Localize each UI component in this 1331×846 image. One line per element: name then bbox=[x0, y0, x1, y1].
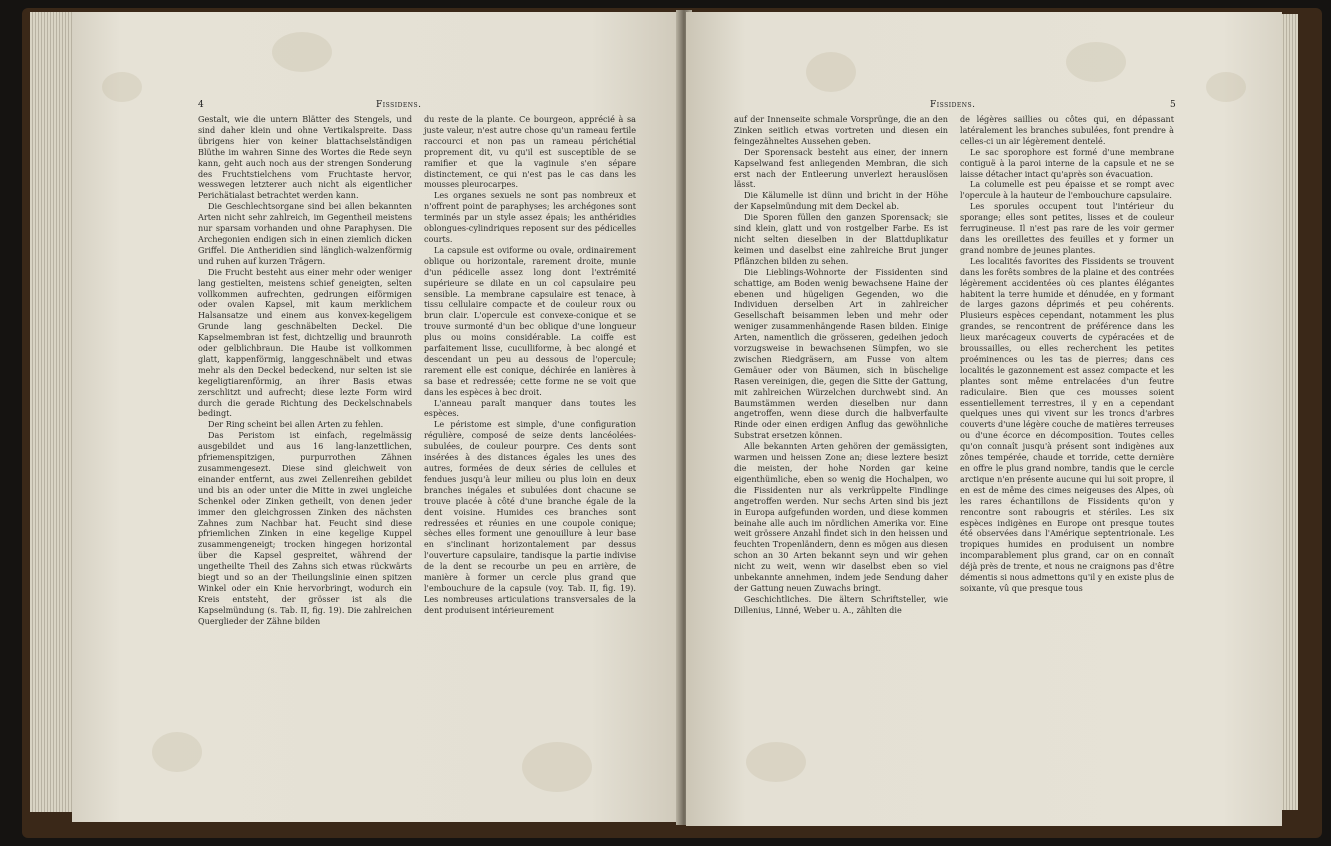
paragraph: Les localités favorites des Fissidents se trouvent dans les forêts sombres de la plaine et des contrées légèrement accidentées où ces plantes élégantes habitent la terre humide et dénudée, en y formant de larges gazons déprimés et peu cohérents. Plusieurs espèces cependant, notamment les plus grandes, se rencontrent de préférence dans les lieux marécageux couverts de cypéracées et de broussailles, ou elles recherchent les petites proéminences ou les tas de pierres; dans ces localités le gazonnement est assez compacte et les plantes sont même entrelacées d'un feutre radiculaire. Bien que ces mousses soient essentiellement terrestres, il y en a cependant quelques unes qui vivent sur les troncs d'arbres couverts d'une légère couche de matières terreuses ou d'une écorce en décomposition. Toutes celles qu'on connaît jusqu'à présent sont indigènes aux zônes tempérée, chaude et torride, cette dernière en offre le plus grand nombre, tandis que le cercle arctique n'en présente aucune qui lui soit propre, il en est de même des cimes neigeuses des Alpes, où les rares échantillons de Fissidents qu'on y rencontre sont rabougris et stériles. Les six espèces indigènes en Europe ont presque toutes été observées dans l'Amérique septentrionale. Les tropiques humides en produisent un nombre incomparablement plus grand, car on en connaît déjà près de trente, et nous ne craignons pas d'être démentis si nous admettons qu'il y en existe plus de soixante, vû que presque tous bbox=[960, 255, 1174, 593]
paragraph: Le sac sporophore est formé d'une membrane contiguë à la paroi interne de la capsule et ne se laisse détacher intact qu'après son évacuation. bbox=[960, 146, 1174, 179]
foxing-spot bbox=[152, 732, 202, 772]
foxing-spot bbox=[806, 52, 856, 92]
french-text-column bbox=[424, 114, 636, 616]
foxing-spot bbox=[1066, 42, 1126, 82]
right-page bbox=[686, 12, 1282, 826]
paragraph: Der Ring scheint bei allen Arten zu fehlen. bbox=[208, 419, 384, 430]
paragraph: Geschichtliches. Die ältern Schriftsteller, wie Dillenius, Linné, Weber u. A., zählten die bbox=[734, 593, 948, 615]
paragraph: Die Kälumelle ist dünn und bricht in der Höhe der Kapselmündung mit dem Deckel ab. bbox=[734, 190, 948, 212]
paragraph: Gestalt, wie die untern Blätter des Stengels, und sind daher klein und ohne Vertikalspreite. Dass übrigens hier von keiner blattachselständigen Blüthe im wahren Sinne des Wortes die Rede seyn kann, geht auch noch aus der strengen Sonderung des Fruchtstielchens vom Fruchtaste hervor, wesswegen letzterer auch nicht als eigentlicher Perichätialast betrachtet werden kann. bbox=[198, 114, 412, 201]
foxing-spot bbox=[522, 742, 592, 792]
paragraph: Die Sporen füllen den ganzen Sporensack; sie sind klein, glatt und von rostgelber Farbe. Es ist nicht selten dieselben in der Blattduplikatur keimen und daselbst eine zahlreiche Brut junger Pflänzchen bilden zu sehen. bbox=[734, 212, 948, 266]
paragraph: Les sporules occupent tout l'intérieur du sporange; elles sont petites, lisses et de couleur ferrugineuse. Il n'est pas rare de les voir germer dans les oreillettes des feuilles et y former un grand nombre de jeunes plantes. bbox=[960, 201, 1174, 255]
foxing-spot bbox=[746, 742, 806, 782]
paragraph: La capsule est oviforme ou ovale, ordinairement oblique ou horizontale, rarement droite, munie d'un pédicelle assez long dont l'extrémité supérieure se dilate en un col capsulaire peu sensible. La membrane capsulaire est tenace, à tissu cellulaire compacte et de couleur roux ou brun clair. L'opercule est convexe-conique et se trouve surmonté d'un bec oblique d'une longueur plus ou moins considérable. La coiffe est parfaitement lisse, cuculliforme, à bec alongé et descendant un peu au dessous de l'opercule; rarement elle est conique, déchirée en lanières à sa base et redressée; cette forme ne se voit que dans les espèces à bec droit. bbox=[424, 244, 636, 397]
paragraph: Der Sporensack besteht aus einer, der innern Kapselwand fest anliegenden Membran, die sich erst nach der Entleerung unverlezt herauslösen lässt. bbox=[734, 146, 948, 190]
paragraph: Le péristome est simple, d'une configuration régulière, composé de seize dents lancéolées-subulées, de couleur pourpre. Ces dents sont insérées à des distances égales les unes des autres, formées de deux séries de cellules et fendues jusqu'à leur milieu ou plus loin en deux branches inégales et subulées dont chacune se trouve placée à côté d'une branche égale de la dent voisine. Humides ces branches sont redressées et réunies en une coupole conique; sèches elles forment une genouillure à leur base en s'inclinant horizontalement par dessus l'ouverture capsulaire, tandisque la partie indivise de la dent se recourbe un peu en arrière, de manière à former un cercle plus grand que l'embouchure de la capsule (voy. Tab. II, fig. 19). Les nombreuses articulations transversales de la dent produisent intérieurement bbox=[424, 419, 636, 615]
paragraph: L'anneau paraît manquer dans toutes les espèces. bbox=[424, 397, 636, 419]
paragraph: de légères saillies ou côtes qui, en dépassant latéralement les branches subulées, font prendre à celles-ci un air légèrement dentelé. bbox=[960, 114, 1174, 146]
german-text-column bbox=[198, 114, 412, 627]
foxing-spot bbox=[102, 72, 142, 102]
paragraph: Die Lieblings-Wohnorte der Fissidenten sind schattige, am Boden wenig bewachsene Haine der ebenen und hügeligen Gegenden, wo die Individuen derselben Art in zahlreicher Gesellschaft beisammen leben und mehr oder weniger zusammenhängende Rasen bilden. Einige Arten, namentlich die grösseren, gedeihen jedoch vorzugsweise in bewachsenen Sümpfen, wo sie zwischen Riedgräsern, am Fusse von altem Gemäuer oder von Bäumen, sich in büschelige Rasen vereinigen, die, gegen die Sitte der Gattung, mit zahlreichen Würzelchen durchwebt sind. An Baumstämmen werden dieselben nur dann angetroffen, wenn diese durch die halbverfaulte Rinde oder einen erdigen Anflug das gewöhnliche Substrat ersetzen können. bbox=[734, 266, 948, 441]
paragraph: du reste de la plante. Ce bourgeon, apprécié à sa juste valeur, n'est autre chose qu'un rameau fertile raccourci et non pas un rameau périchétial proprement dit, vu qu'il est susceptible de se ramifier et que la vaginule s'en sépare distinctement, ce qui n'est pas le cas dans les mousses pleurocarpes. bbox=[424, 114, 636, 190]
page-number: 5 bbox=[1170, 100, 1177, 110]
foxing-spot bbox=[272, 32, 332, 72]
paragraph: Das Peristom ist einfach, regelmässig ausgebildet und aus 16 lang-lanzettlichen, pfriemenspitzigen, purpurrothen Zähnen zusammengesezt. Diese sind gleichweit von einander entfernt, aus zwei Zellenreihen gebildet und bis an oder unter die Mitte in zwei ungleiche Schenkel oder Zinken getheilt, von denen jeder immer den gleichgrossen Zinken des nächsten Zahnes zum Nachbar hat. Feucht sind diese pfriemlichen Zinken in eine kegelige Kuppel zusammengeneigt; trocken hingegen horizontal über die Kapsel gespreitet, während der ungetheilte Theil des Zahns sich etwas rückwärts biegt und so an der Theilungslinie einen spitzen Winkel oder ein Knie hervorbringt, wodurch ein Kreis entsteht, der grösser ist als die Kapselmündung (s. Tab. II, fig. 19). Die zahlreichen Querglieder der Zähne bilden bbox=[198, 430, 412, 626]
left-page bbox=[72, 12, 682, 822]
foxing-spot bbox=[1206, 72, 1246, 102]
paragraph: Die Frucht besteht aus einer mehr oder weniger lang gestielten, meistens schief geneigten, selten vollkommen aufrechten, gedrungen eiförmigen oder ovalen Kapsel, mit kaum merklichem Halsansatze und einem aus konvex-kegeligem Grunde lang geschnäbelten Deckel. Die Kapselmembran ist fest, dichtzellig und braunroth oder gelblichbraun. Die Haube ist vollkommen glatt, kappenförmig, langgeschnäbelt und etwas mehr als den Deckel bedeckend, nur selten ist sie kegeligtiarenförmig, an ihrer Basis etwas zerschlitzt und aufrecht; diese lezte Form wird durch die gerade Richtung des Deckelschnabels bedingt. bbox=[198, 266, 412, 419]
paragraph: Les organes sexuels ne sont pas nombreux et n'offrent point de paraphyses; les archégones sont terminés par un style assez épais; les anthéridies oblongues-cylindriques reposent sur des pédicelles courts. bbox=[424, 190, 636, 244]
page-number: 4 bbox=[198, 100, 205, 110]
paragraph: auf der Innenseite schmale Vorsprünge, die an den Zinken seitlich etwas vortreten und diesen ein feingezähneltes Aussehen geben. bbox=[734, 114, 948, 146]
german-text-column bbox=[734, 114, 948, 616]
paragraph: Alle bekannten Arten gehören der gemässigten, warmen und heissen Zone an; diese leztere besizt die meisten, der hohe Norden gar keine eigenthümliche, eben so wenig die Hochalpen, wo die Fissidenten nur als verkrüppelte Findlinge angetroffen werden. Nur sechs Arten sind bis jezt in Europa aufgefunden worden, und diese kommen beinahe alle auch im nördlichen Amerika vor. Eine weit grössere Anzahl findet sich in den heissen und feuchten Tropenländern, denn es mögen aus diesen schon an 30 Arten bekannt seyn und wir gehen nicht zu weit, wenn wir daselbst eben so viel unbekannte annehmen, indem jede Sendung daher der Gattung neuen Zuwachs bringt. bbox=[734, 441, 948, 593]
running-head: Fissidens. bbox=[376, 100, 422, 110]
french-text-column bbox=[960, 114, 1174, 594]
running-head: Fissidens. bbox=[930, 100, 976, 110]
paragraph: La columelle est peu épaisse et se rompt avec l'opercule à la hauteur de l'embouchure capsulaire. bbox=[960, 179, 1174, 201]
paragraph: Die Geschlechtsorgane sind bei allen bekannten Arten nicht sehr zahlreich, im Gegentheil meistens nur sparsam vorhanden und ohne Paraphysen. Die Archegonien endigen sich in einen ziemlich dicken Griffel. Die Antheridien sind länglich-walzenförmig und ruhen auf kurzen Trägern. bbox=[198, 201, 412, 266]
